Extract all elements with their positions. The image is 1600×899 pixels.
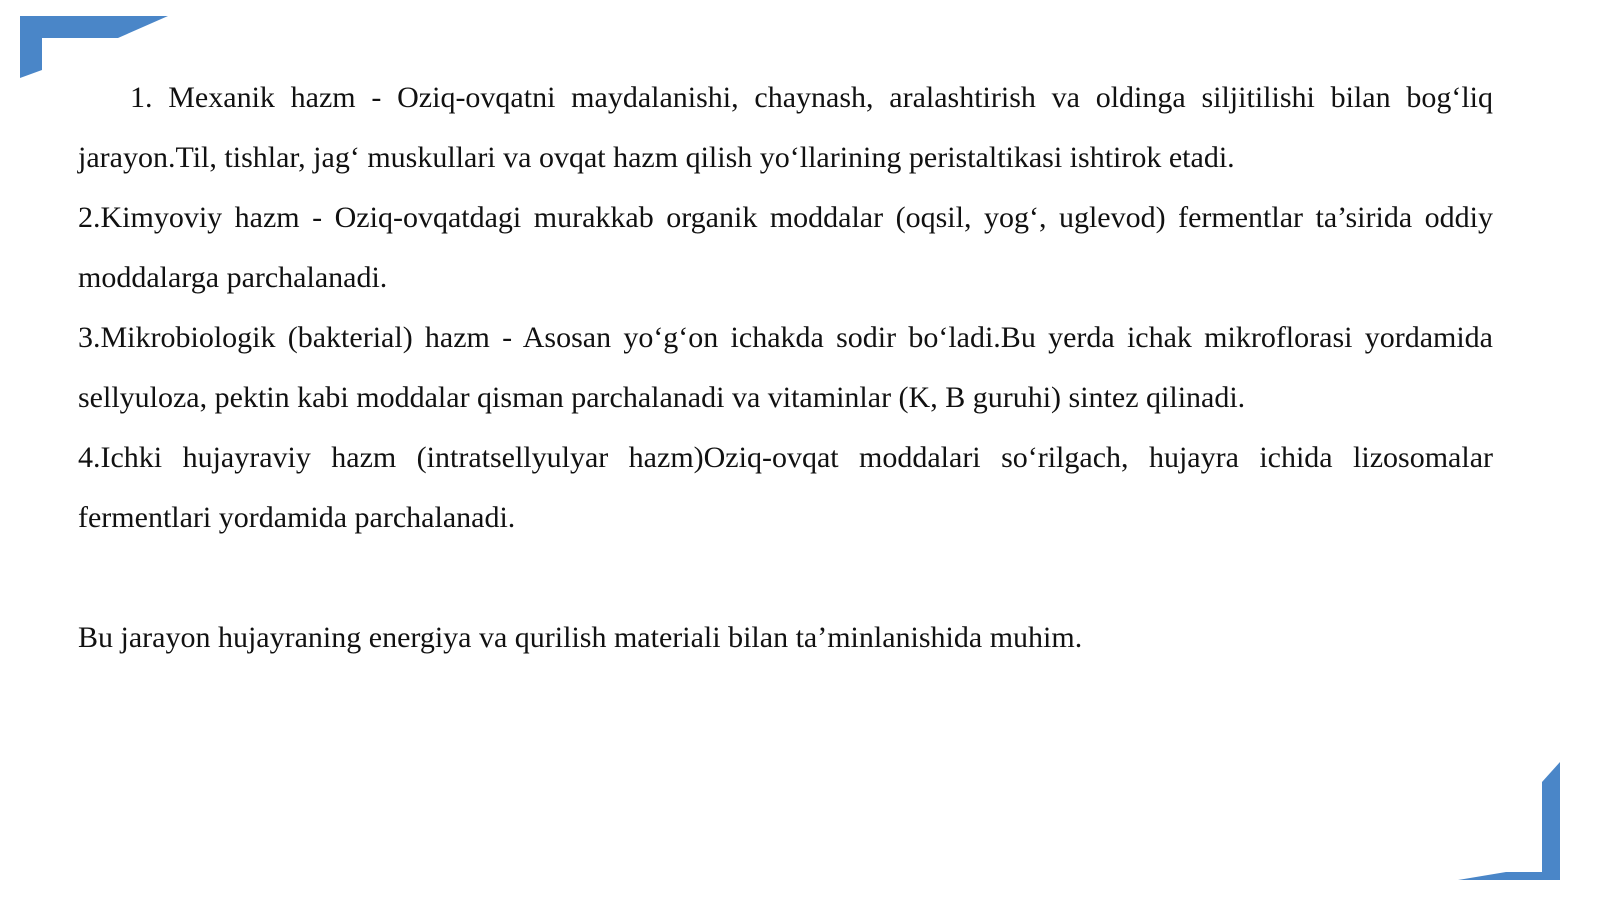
paragraph-chemical-digestion: 2.Kimyoviy hazm - Oziq-ovqatdagi murakkab organik moddalar (oqsil, yog‘, uglevod) fermentlar ta’sirida oddiy moddalarga parchalanadi. xyxy=(78,201,1493,294)
paragraph-microbiological-digestion: 3.Mikrobiologik (bakterial) hazm - Asosan yo‘g‘on ichakda sodir bo‘ladi.Bu yerda ichak mikroflorasi yordamida sellyuloza, pektin kabi moddalar qisman parchalanadi va vitaminlar (K, B guruhi) sintez qilinadi. xyxy=(78,321,1493,414)
paragraph-mechanical-digestion: 1. Mexanik hazm - Oziq-ovqatni maydalanishi, chaynash, aralashtirish va oldinga siljitilishi bilan bog‘liq jarayon.Til, tishlar, jag‘ muskullari va ovqat hazm qilish yo‘llarining peristaltikasi ishtirok etadi. xyxy=(78,81,1493,174)
paragraph-spacer xyxy=(78,548,1493,608)
slide-body xyxy=(78,68,1493,668)
corner-bracket-bottom-right-icon xyxy=(1458,762,1560,880)
conclusion-text: Bu jarayon hujayraning energiya va qurilish materiali bilan ta’minlanishida muhim. xyxy=(78,621,1083,654)
paragraph-intracellular-digestion: 4.Ichki hujayraviy hazm (intratsellyulyar hazm)Oziq-ovqat moddalari so‘rilgach, hujayra ichida lizosomalar fermentlari yordamida parchalanadi. xyxy=(78,441,1493,534)
